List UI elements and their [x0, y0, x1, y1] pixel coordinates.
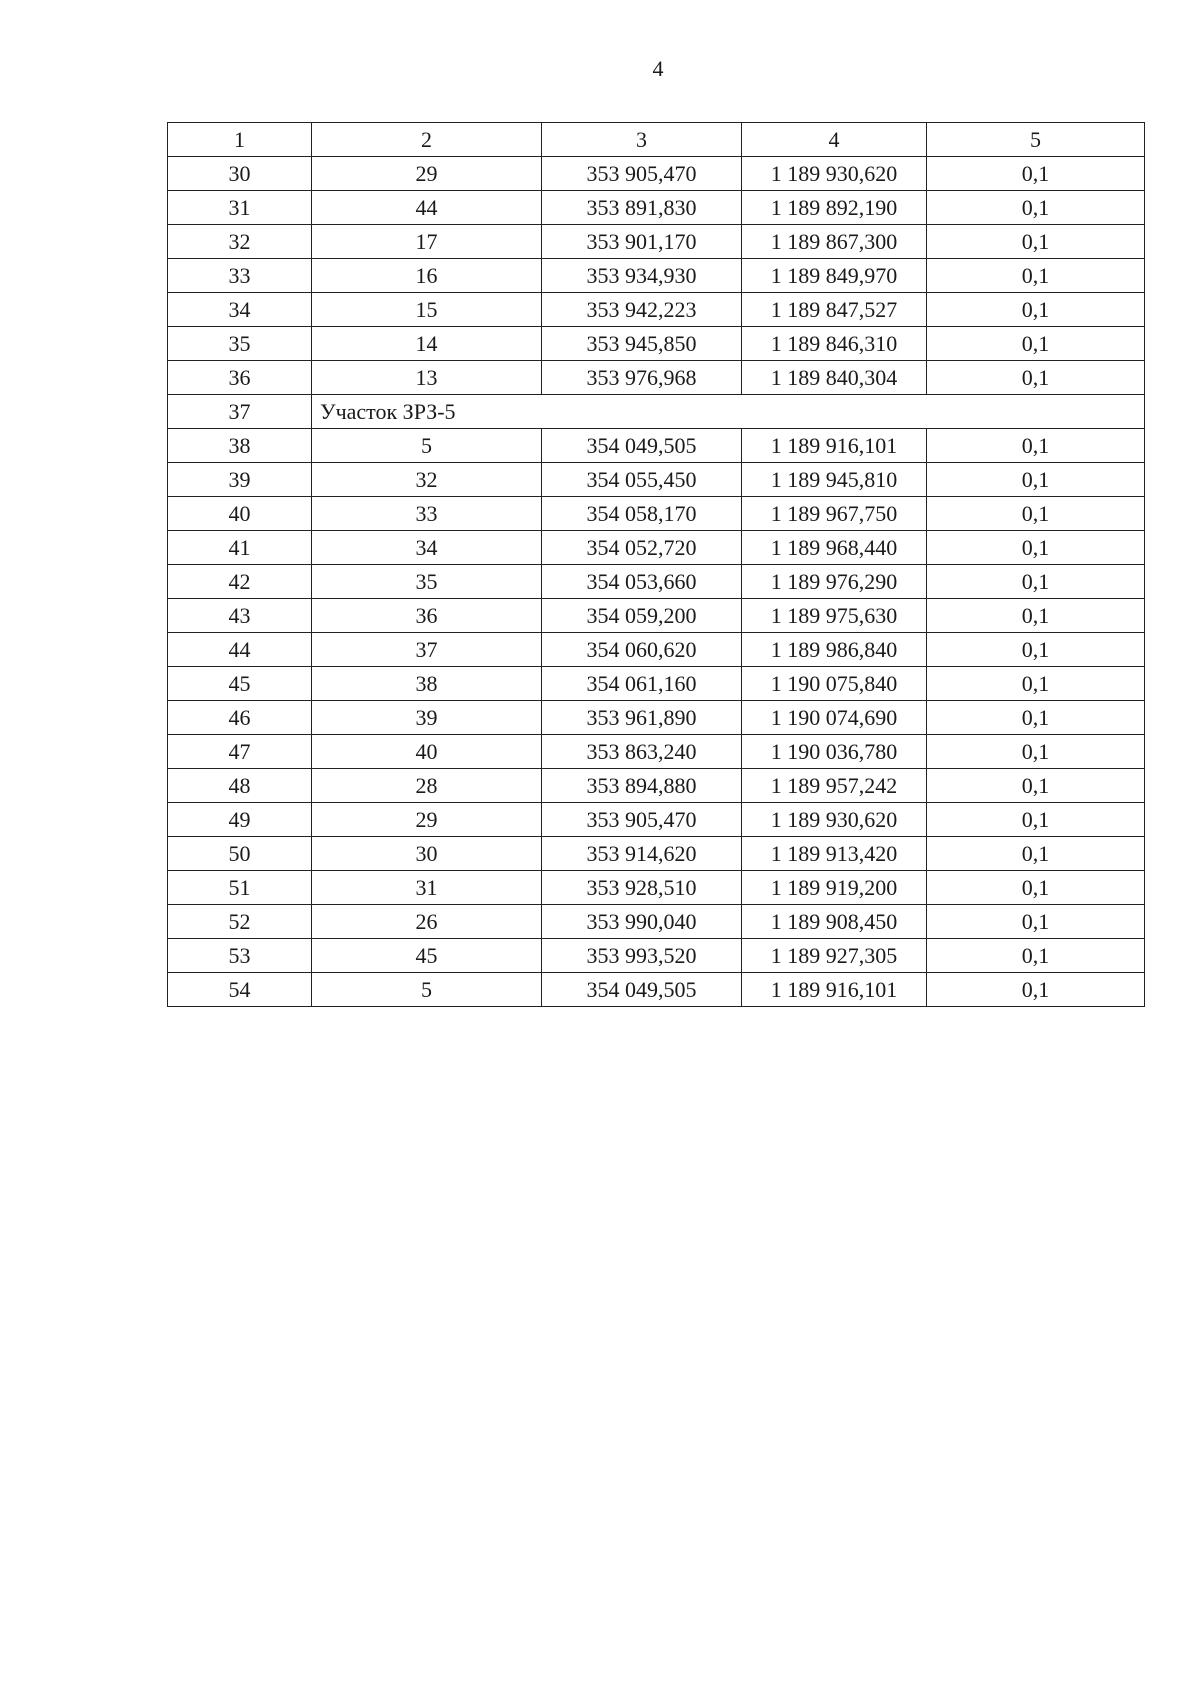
point-number-cell: 14 — [312, 327, 542, 361]
column-header: 1 — [168, 123, 312, 157]
table-row — [168, 667, 1145, 701]
point-number-cell: 29 — [312, 157, 542, 191]
table-row — [168, 463, 1145, 497]
column-header: 2 — [312, 123, 542, 157]
table-row — [168, 633, 1145, 667]
x-coordinate-cell: 353 942,223 — [542, 293, 742, 327]
y-coordinate-cell: 1 189 927,305 — [742, 939, 927, 973]
table-row — [168, 837, 1145, 871]
table-row — [168, 497, 1145, 531]
point-number-cell: 34 — [312, 531, 542, 565]
x-coordinate-cell: 354 058,170 — [542, 497, 742, 531]
row-number-cell: 32 — [168, 225, 312, 259]
row-number-cell: 52 — [168, 905, 312, 939]
row-number-cell: 31 — [168, 191, 312, 225]
x-coordinate-cell: 353 993,520 — [542, 939, 742, 973]
row-number-cell: 41 — [168, 531, 312, 565]
accuracy-cell: 0,1 — [927, 293, 1145, 327]
accuracy-cell: 0,1 — [927, 259, 1145, 293]
x-coordinate-cell: 354 060,620 — [542, 633, 742, 667]
x-coordinate-cell: 354 052,720 — [542, 531, 742, 565]
section-title-cell: Участок ЗРЗ-5 — [312, 395, 1145, 429]
table-row — [168, 531, 1145, 565]
point-number-cell: 28 — [312, 769, 542, 803]
table-row — [168, 735, 1145, 769]
accuracy-cell: 0,1 — [927, 531, 1145, 565]
point-number-cell: 26 — [312, 905, 542, 939]
accuracy-cell: 0,1 — [927, 191, 1145, 225]
y-coordinate-cell: 1 189 846,310 — [742, 327, 927, 361]
point-number-cell: 37 — [312, 633, 542, 667]
x-coordinate-cell: 353 945,850 — [542, 327, 742, 361]
point-number-cell: 39 — [312, 701, 542, 735]
column-header: 5 — [927, 123, 1145, 157]
accuracy-cell: 0,1 — [927, 429, 1145, 463]
x-coordinate-cell: 354 053,660 — [542, 565, 742, 599]
y-coordinate-cell: 1 189 919,200 — [742, 871, 927, 905]
row-number-cell: 37 — [168, 395, 312, 429]
point-number-cell: 35 — [312, 565, 542, 599]
x-coordinate-cell: 354 049,505 — [542, 429, 742, 463]
table-row — [168, 191, 1145, 225]
table-row — [168, 293, 1145, 327]
table-row — [168, 905, 1145, 939]
accuracy-cell: 0,1 — [927, 157, 1145, 191]
accuracy-cell: 0,1 — [927, 599, 1145, 633]
row-number-cell: 54 — [168, 973, 312, 1007]
x-coordinate-cell: 354 059,200 — [542, 599, 742, 633]
x-coordinate-cell: 353 905,470 — [542, 803, 742, 837]
point-number-cell: 16 — [312, 259, 542, 293]
table-row — [168, 225, 1145, 259]
table-row — [168, 769, 1145, 803]
row-number-cell: 49 — [168, 803, 312, 837]
y-coordinate-cell: 1 189 968,440 — [742, 531, 927, 565]
y-coordinate-cell: 1 189 913,420 — [742, 837, 927, 871]
row-number-cell: 35 — [168, 327, 312, 361]
x-coordinate-cell: 353 934,930 — [542, 259, 742, 293]
table-header-row — [168, 123, 1145, 157]
point-number-cell: 15 — [312, 293, 542, 327]
table-row — [168, 973, 1145, 1007]
page-number: 4 — [652, 56, 664, 81]
row-number-cell: 53 — [168, 939, 312, 973]
row-number-cell: 30 — [168, 157, 312, 191]
x-coordinate-cell: 353 905,470 — [542, 157, 742, 191]
column-header: 3 — [542, 123, 742, 157]
row-number-cell: 51 — [168, 871, 312, 905]
y-coordinate-cell: 1 189 916,101 — [742, 973, 927, 1007]
row-number-cell: 44 — [168, 633, 312, 667]
accuracy-cell: 0,1 — [927, 701, 1145, 735]
point-number-cell: 17 — [312, 225, 542, 259]
accuracy-cell: 0,1 — [927, 565, 1145, 599]
x-coordinate-cell: 353 961,890 — [542, 701, 742, 735]
accuracy-cell: 0,1 — [927, 769, 1145, 803]
x-coordinate-cell: 354 061,160 — [542, 667, 742, 701]
y-coordinate-cell: 1 189 916,101 — [742, 429, 927, 463]
table-row — [168, 939, 1145, 973]
y-coordinate-cell: 1 189 847,527 — [742, 293, 927, 327]
x-coordinate-cell: 353 914,620 — [542, 837, 742, 871]
row-number-cell: 47 — [168, 735, 312, 769]
accuracy-cell: 0,1 — [927, 905, 1145, 939]
point-number-cell: 36 — [312, 599, 542, 633]
accuracy-cell: 0,1 — [927, 225, 1145, 259]
x-coordinate-cell: 353 863,240 — [542, 735, 742, 769]
point-number-cell: 32 — [312, 463, 542, 497]
y-coordinate-cell: 1 189 930,620 — [742, 157, 927, 191]
y-coordinate-cell: 1 189 976,290 — [742, 565, 927, 599]
x-coordinate-cell: 353 891,830 — [542, 191, 742, 225]
row-number-cell: 42 — [168, 565, 312, 599]
table-row — [168, 157, 1145, 191]
y-coordinate-cell: 1 189 867,300 — [742, 225, 927, 259]
x-coordinate-cell: 353 901,170 — [542, 225, 742, 259]
accuracy-cell: 0,1 — [927, 735, 1145, 769]
table-row — [168, 361, 1145, 395]
y-coordinate-cell: 1 189 840,304 — [742, 361, 927, 395]
row-number-cell: 43 — [168, 599, 312, 633]
accuracy-cell: 0,1 — [927, 633, 1145, 667]
y-coordinate-cell: 1 189 849,970 — [742, 259, 927, 293]
row-number-cell: 34 — [168, 293, 312, 327]
y-coordinate-cell: 1 189 945,810 — [742, 463, 927, 497]
y-coordinate-cell: 1 190 074,690 — [742, 701, 927, 735]
table-row — [168, 701, 1145, 735]
y-coordinate-cell: 1 189 975,630 — [742, 599, 927, 633]
x-coordinate-cell: 353 990,040 — [542, 905, 742, 939]
x-coordinate-cell: 353 894,880 — [542, 769, 742, 803]
row-number-cell: 50 — [168, 837, 312, 871]
table-row — [168, 429, 1145, 463]
accuracy-cell: 0,1 — [927, 837, 1145, 871]
accuracy-cell: 0,1 — [927, 327, 1145, 361]
point-number-cell: 29 — [312, 803, 542, 837]
point-number-cell: 40 — [312, 735, 542, 769]
row-number-cell: 45 — [168, 667, 312, 701]
accuracy-cell: 0,1 — [927, 463, 1145, 497]
y-coordinate-cell: 1 189 957,242 — [742, 769, 927, 803]
row-number-cell: 38 — [168, 429, 312, 463]
y-coordinate-cell: 1 189 892,190 — [742, 191, 927, 225]
point-number-cell: 31 — [312, 871, 542, 905]
row-number-cell: 46 — [168, 701, 312, 735]
x-coordinate-cell: 354 049,505 — [542, 973, 742, 1007]
point-number-cell: 38 — [312, 667, 542, 701]
accuracy-cell: 0,1 — [927, 497, 1145, 531]
accuracy-cell: 0,1 — [927, 973, 1145, 1007]
accuracy-cell: 0,1 — [927, 803, 1145, 837]
point-number-cell: 44 — [312, 191, 542, 225]
row-number-cell: 33 — [168, 259, 312, 293]
row-number-cell: 48 — [168, 769, 312, 803]
table-row — [168, 327, 1145, 361]
y-coordinate-cell: 1 190 036,780 — [742, 735, 927, 769]
accuracy-cell: 0,1 — [927, 361, 1145, 395]
y-coordinate-cell: 1 189 967,750 — [742, 497, 927, 531]
coordinates-table-body — [168, 123, 1145, 1007]
table-row — [168, 599, 1145, 633]
y-coordinate-cell: 1 189 930,620 — [742, 803, 927, 837]
point-number-cell: 30 — [312, 837, 542, 871]
coordinates-table — [167, 122, 1145, 1007]
point-number-cell: 5 — [312, 429, 542, 463]
table-row — [168, 259, 1145, 293]
y-coordinate-cell: 1 189 908,450 — [742, 905, 927, 939]
row-number-cell: 39 — [168, 463, 312, 497]
x-coordinate-cell: 353 976,968 — [542, 361, 742, 395]
column-header: 4 — [742, 123, 927, 157]
accuracy-cell: 0,1 — [927, 939, 1145, 973]
point-number-cell: 33 — [312, 497, 542, 531]
x-coordinate-cell: 354 055,450 — [542, 463, 742, 497]
table-row — [168, 803, 1145, 837]
row-number-cell: 40 — [168, 497, 312, 531]
point-number-cell: 45 — [312, 939, 542, 973]
row-number-cell: 36 — [168, 361, 312, 395]
accuracy-cell: 0,1 — [927, 871, 1145, 905]
y-coordinate-cell: 1 189 986,840 — [742, 633, 927, 667]
point-number-cell: 5 — [312, 973, 542, 1007]
accuracy-cell: 0,1 — [927, 667, 1145, 701]
y-coordinate-cell: 1 190 075,840 — [742, 667, 927, 701]
section-row — [168, 395, 1145, 429]
x-coordinate-cell: 353 928,510 — [542, 871, 742, 905]
point-number-cell: 13 — [312, 361, 542, 395]
table-row — [168, 565, 1145, 599]
table-row — [168, 871, 1145, 905]
